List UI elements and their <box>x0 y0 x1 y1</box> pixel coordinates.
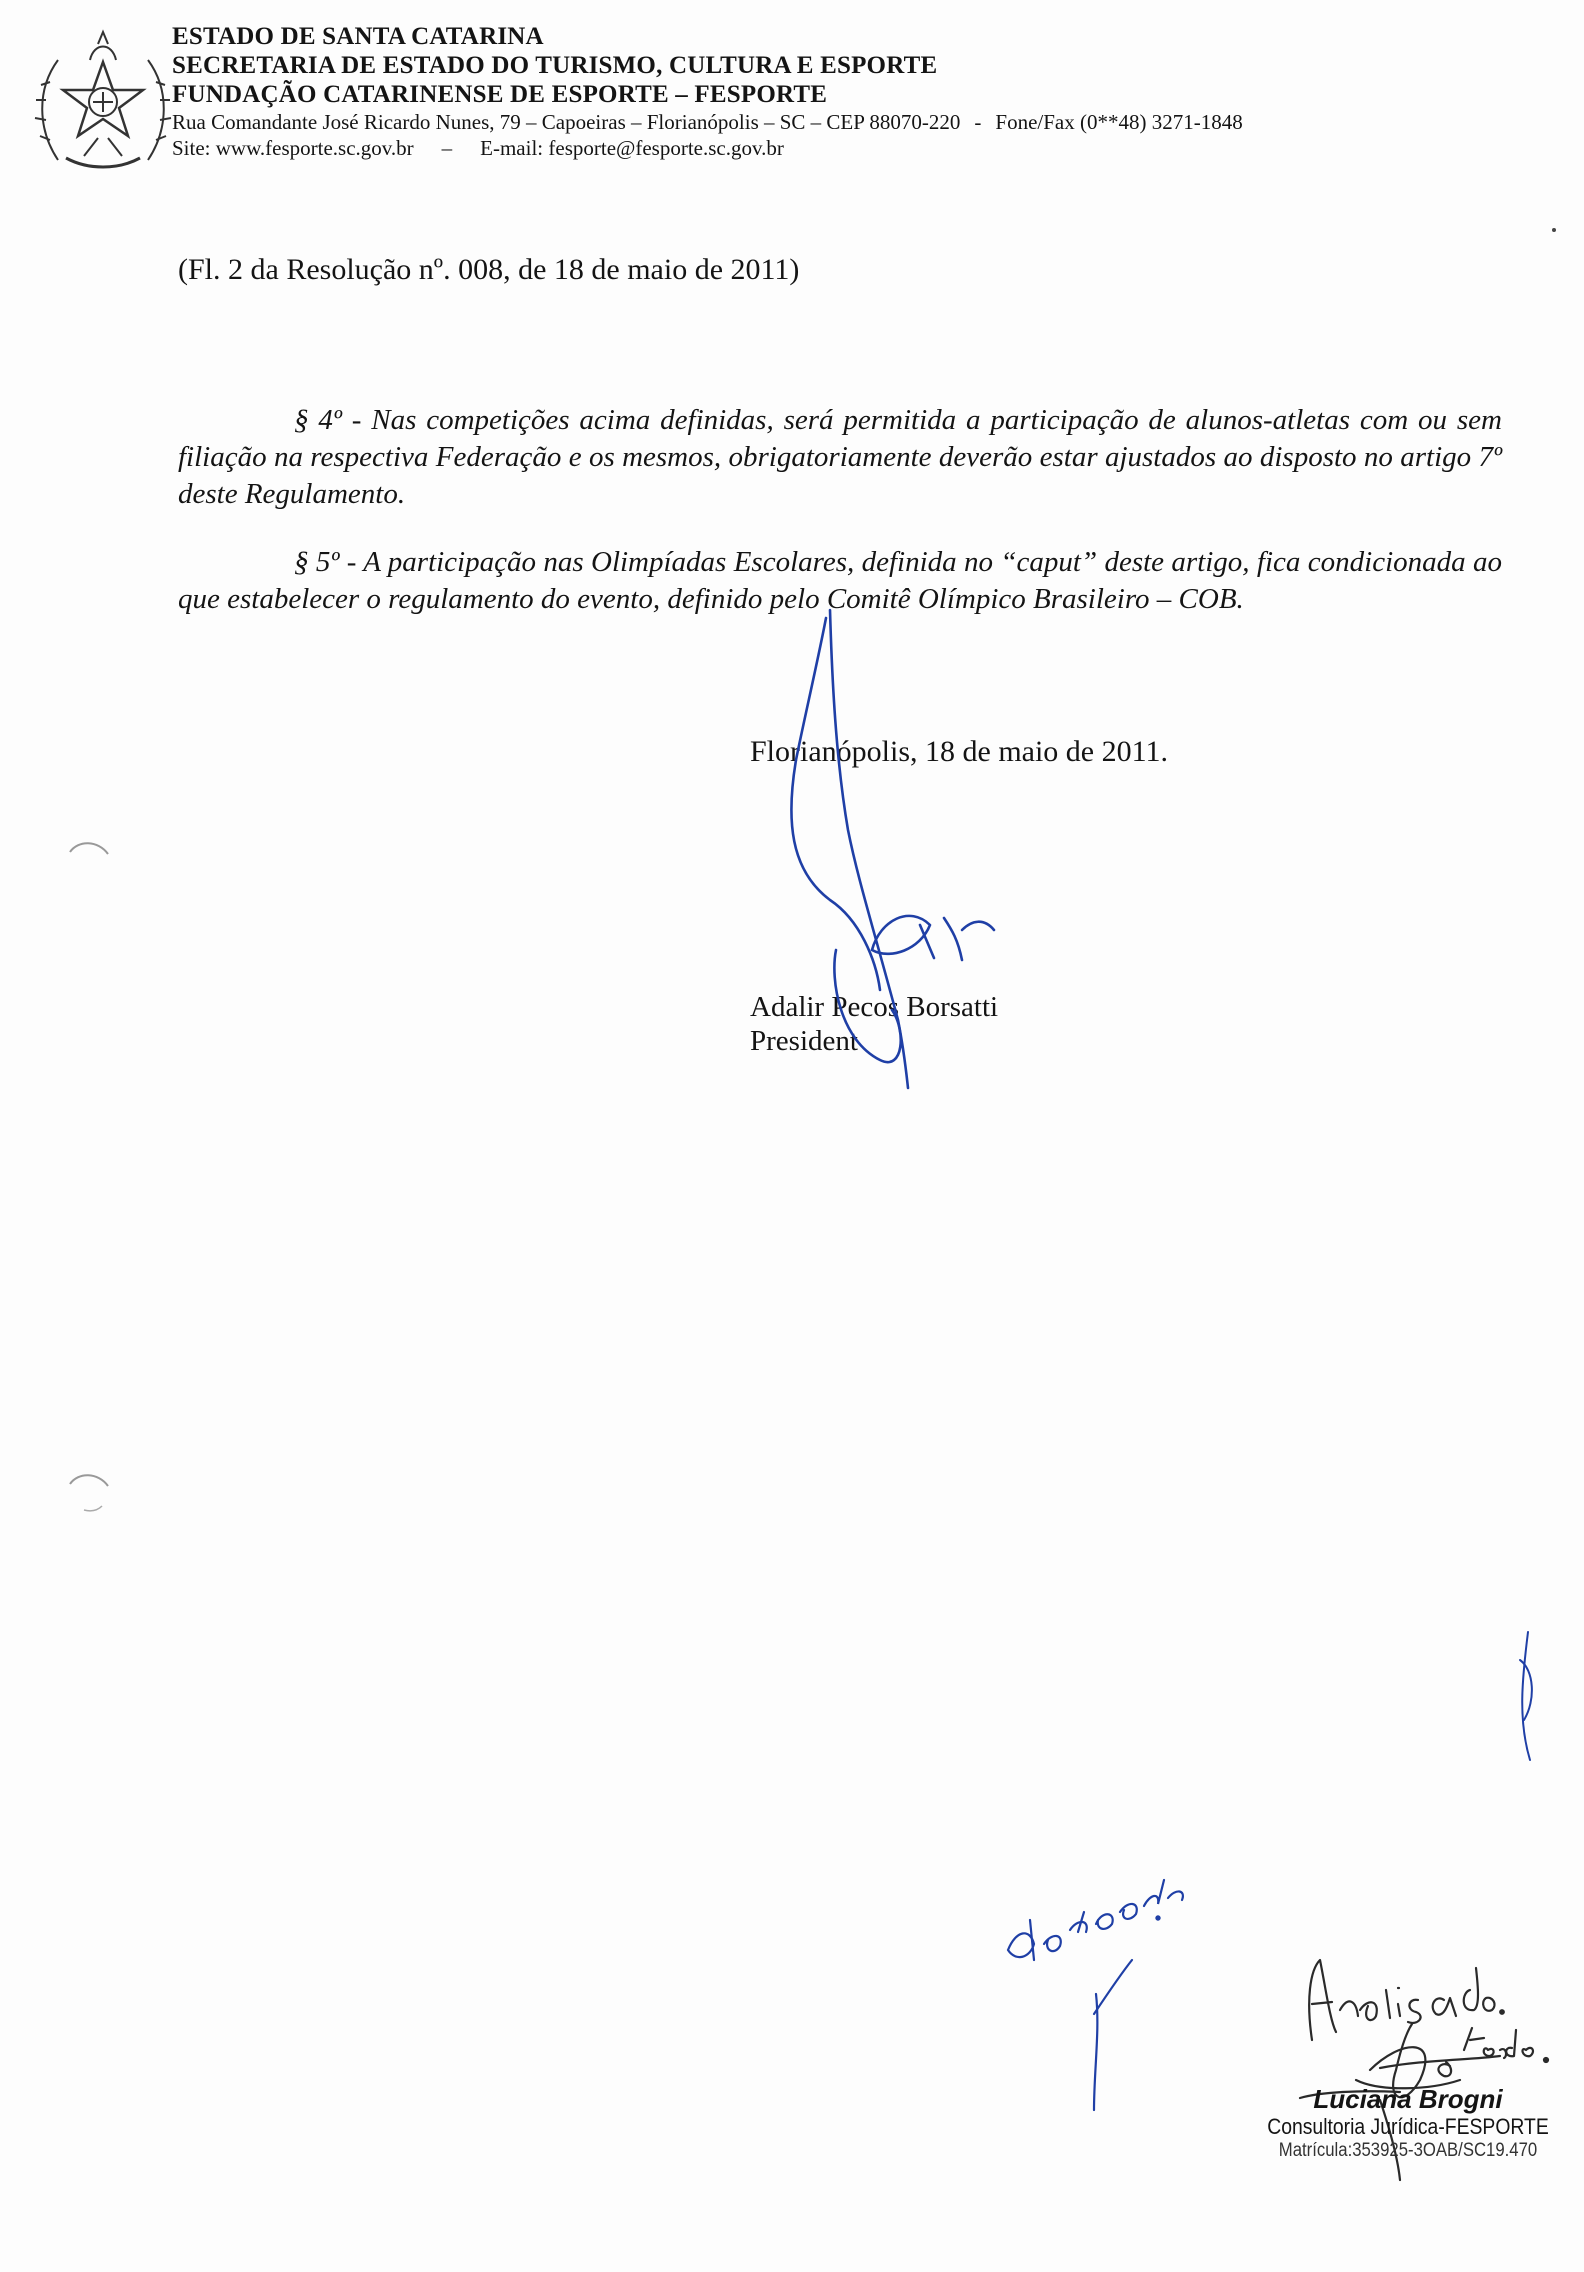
place-and-date: Florianópolis, 18 de maio de 2011. <box>750 735 1169 768</box>
paragraph-4: § 4º - Nas competições acima definidas, será permitida a participação de alunos-atletas com ou sem filiação na respectiva Federação e os mesmos, obrigatoriamente deverão estar ajustados ao disposto no artigo 7º deste Regulamento. <box>178 404 1502 510</box>
letterhead-address-line <box>172 109 1472 135</box>
paragraph-5: § 5º - A participação nas Olimpíadas Escolares, definida no “caput” deste artigo, fica condicionada ao que estabelecer o regulamento do evento, definido pelo Comitê Olímpico Brasileiro – COB. <box>178 546 1502 615</box>
margin-initials <box>1520 1632 1532 1760</box>
state-coat-of-arms-icon <box>28 20 178 180</box>
stray-dot <box>1552 228 1556 232</box>
letterhead-phone-separator: - <box>974 110 982 134</box>
letterhead-address: Rua Comandante José Ricardo Nunes, 79 – Capoeiras – Florianópolis – SC – CEP 88070-220 <box>172 110 961 134</box>
stamp-role: Consultoria Jurídica-FESPORTE <box>1267 2114 1549 2139</box>
letterhead <box>172 22 1472 161</box>
legal-consultancy-stamp <box>1248 2084 1568 2162</box>
letterhead-state: ESTADO DE SANTA CATARINA <box>172 23 544 50</box>
punch-hole-mark <box>64 838 112 886</box>
letterhead-site: Site: www.fesporte.sc.gov.br <box>172 136 414 160</box>
letterhead-email: E-mail: fesporte@fesporte.sc.gov.br <box>480 136 784 160</box>
margin-note-de-acordo <box>1008 1880 1183 2110</box>
stamp-registration: Matrícula:353925-3OAB/SC19.470 <box>1278 2140 1538 2161</box>
stamp-name: Luciana Brogni <box>1313 2084 1503 2114</box>
sheet-reference: (Fl. 2 da Resolução nº. 008, de 18 de maio de 2011) <box>178 253 800 286</box>
signatory-name: Adalir Pecos Borsatti <box>750 991 999 1023</box>
letterhead-phone: Fone/Fax (0**48) 3271-1848 <box>995 110 1243 134</box>
letterhead-foundation: FUNDAÇÃO CATARINENSE DE ESPORTE – FESPORTE <box>172 81 828 108</box>
letterhead-secretariat: SECRETARIA DE ESTADO DO TURISMO, CULTURA E ESPORTE <box>172 52 938 79</box>
letterhead-contact-separator: – <box>441 136 453 160</box>
signatory-title: President <box>750 1025 858 1057</box>
letterhead-contact-line <box>172 135 1472 161</box>
punch-hole-mark <box>64 1470 112 1518</box>
